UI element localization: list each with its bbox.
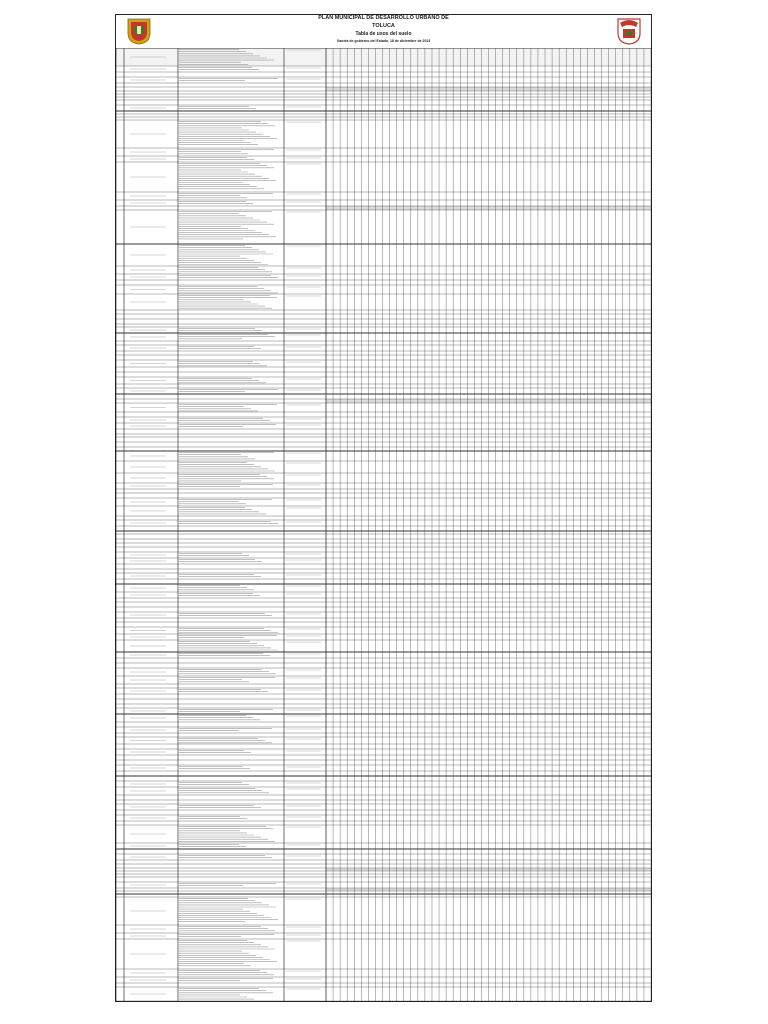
land-use-table-sheet bbox=[115, 14, 652, 1002]
table-header bbox=[116, 15, 651, 49]
municipal-emblem-icon bbox=[616, 17, 642, 45]
document-title: PLAN MUNICIPAL DE DESARROLLO URBANO DE bbox=[318, 15, 449, 21]
municipality-name: TOLUCA bbox=[372, 23, 395, 29]
land-use-grid bbox=[116, 48, 651, 1001]
publication-note: Gaceta de gobierno del Estado, 18 de diciembre de 2013 bbox=[336, 39, 431, 43]
table-title: Tabla de usos del suelo bbox=[355, 31, 412, 37]
